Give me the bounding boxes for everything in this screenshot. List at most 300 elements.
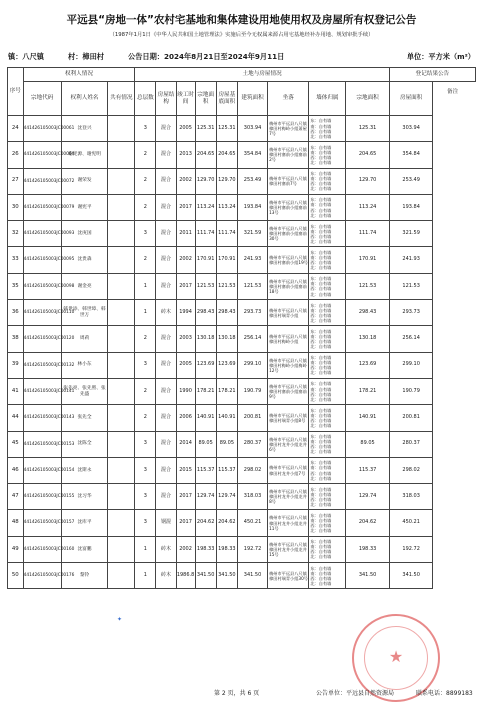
cell-land: 130.18 <box>195 326 216 352</box>
col-result-group: 登记结果公告 <box>389 68 475 82</box>
cell-owner: 周莉 <box>61 326 108 352</box>
table-row <box>8 378 476 404</box>
cell-floors: 3 <box>135 221 156 247</box>
cell-owner: 谢金亮 <box>61 273 108 299</box>
cell-addr: 梅州市平远县八尺镇樟田村梅岭小组梅岭12号 <box>268 352 309 378</box>
cell-share <box>108 116 135 142</box>
cell-code: 441426105003JC00153 <box>23 431 61 457</box>
cell-build: 293.73 <box>237 300 267 326</box>
cell-floors: 2 <box>135 405 156 431</box>
cell-base: 113.24 <box>216 194 237 220</box>
cell-structure: 砖木 <box>156 300 176 326</box>
col-res-build: 房屋面积 <box>389 82 433 116</box>
cell-owner: 张先全 <box>61 405 108 431</box>
cell-seq: 46 <box>8 457 24 483</box>
col-rights-group: 权利人情况 <box>23 68 135 82</box>
cell-rland: 123.69 <box>346 352 390 378</box>
col-share: 共有情况 <box>108 82 135 116</box>
cell-floors: 2 <box>135 326 156 352</box>
cell-land: 129.74 <box>195 484 216 510</box>
col-owner: 权利人姓名 <box>61 82 108 116</box>
cell-seq: 50 <box>8 563 24 589</box>
cell-build: 121.53 <box>237 273 267 299</box>
cell-rbuild: 121.53 <box>389 273 433 299</box>
table-row <box>8 326 476 352</box>
cell-structure: 混合 <box>156 484 176 510</box>
cell-rbuild: 298.02 <box>389 457 433 483</box>
col-base-area: 房屋基底面积 <box>216 82 237 116</box>
cell-year: 2011 <box>176 221 195 247</box>
cell-share <box>108 431 135 457</box>
cell-code: 441426105003JC00157 <box>23 510 61 536</box>
cell-addr: 梅州市平远县八尺镇樟田村龙井小组龙井11号 <box>268 510 309 536</box>
cell-owner: 林小东 <box>61 352 108 378</box>
cell-year: 2002 <box>176 247 195 273</box>
cell-nb: 东：自有墙 南：自有墙 西：自有墙 北：自有墙 <box>309 142 346 168</box>
cell-share <box>108 326 135 352</box>
cell-share <box>108 142 135 168</box>
cell-floors: 3 <box>135 352 156 378</box>
cell-rland: 341.50 <box>346 563 390 589</box>
cell-base: 140.91 <box>216 405 237 431</box>
cell-share <box>108 168 135 194</box>
cell-build: 193.84 <box>237 194 267 220</box>
cell-code: 441426105003JC00095 <box>23 247 61 273</box>
cell-land: 113.24 <box>195 194 216 220</box>
cell-nb: 东：自有墙 南：自有墙 西：自有墙 北：自有墙 <box>309 300 346 326</box>
page-subtitle: （1987年1月1日《中华人民共和国土地管理法》实施后至今无权属来源占用宅基地经补办用地、规划审批手续） <box>109 32 374 38</box>
cell-share <box>108 300 135 326</box>
blue-dot-mark: ✦ <box>117 616 123 623</box>
cell-nb: 东：自有墙 南：自有墙 西：自有墙 北：自有墙 <box>309 273 346 299</box>
cell-build: 299.10 <box>237 352 267 378</box>
cell-floors: 1 <box>135 563 156 589</box>
cell-code: 441426105003JC00093 <box>23 221 61 247</box>
cell-base: 115.37 <box>216 457 237 483</box>
table-body <box>8 116 476 589</box>
cell-year: 1986.8 <box>176 563 195 589</box>
cell-base: 298.43 <box>216 300 237 326</box>
cell-year: 1990 <box>176 378 195 404</box>
cell-seq: 27 <box>8 168 24 194</box>
cell-base: 204.62 <box>216 510 237 536</box>
col-res-land: 宗地面积 <box>346 82 390 116</box>
cell-addr: 梅州市平远县八尺镇樟田村梅岭小组 <box>268 326 309 352</box>
cell-rland: 130.18 <box>346 326 390 352</box>
cell-owner: 沈陈全 <box>61 431 108 457</box>
table-row <box>8 300 476 326</box>
cell-structure: 混合 <box>156 116 176 142</box>
table-row <box>8 221 476 247</box>
cell-floors: 3 <box>135 116 156 142</box>
cell-share <box>108 484 135 510</box>
cell-floors: 3 <box>135 484 156 510</box>
cell-year: 2015 <box>176 457 195 483</box>
cell-structure: 钢混 <box>156 510 176 536</box>
cell-structure: 混合 <box>156 142 176 168</box>
cell-seq: 47 <box>8 484 24 510</box>
cell-code: 441426105003JC00061 <box>23 116 61 142</box>
cell-floors: 1 <box>135 273 156 299</box>
cell-year: 2017 <box>176 510 195 536</box>
cell-nb: 东：自有墙 南：自有墙 西：自有墙 北：自有墙 <box>309 168 346 194</box>
cell-base: 130.18 <box>216 326 237 352</box>
cell-land: 123.69 <box>195 352 216 378</box>
cell-land: 129.70 <box>195 168 216 194</box>
cell-code: 441426105003JC00160 <box>23 536 61 562</box>
cell-nb: 东：自有墙 南：自有墙 西：自有墙 北：自有墙 <box>309 247 346 273</box>
cell-share <box>108 457 135 483</box>
town-label: 镇：八尺镇 <box>8 52 44 61</box>
cell-owner: 沈斯永 <box>61 457 108 483</box>
cell-addr: 梅州市平远县八尺镇樟田村寨前小组寨前18号 <box>268 273 309 299</box>
cell-seq: 39 <box>8 352 24 378</box>
cell-share <box>108 563 135 589</box>
cell-nb: 东：自有墙 南：自有墙 西：自有墙 北：自有墙 <box>309 326 346 352</box>
cell-share <box>108 221 135 247</box>
cell-code: 441426105003JC00176 <box>23 563 61 589</box>
cell-base: 341.50 <box>216 563 237 589</box>
cell-nb: 东：自有墙 南：自有墙 西：自有墙 北：自有墙 <box>309 536 346 562</box>
cell-nb: 东：自有墙 南：自有墙 西：自有墙 北：自有墙 <box>309 194 346 220</box>
cell-base: 89.05 <box>216 431 237 457</box>
cell-addr: 梅州市平远县八尺镇樟田村寨前7号 <box>268 168 309 194</box>
cell-land: 341.50 <box>195 563 216 589</box>
cell-year: 2013 <box>176 142 195 168</box>
cell-rbuild: 190.79 <box>389 378 433 404</box>
cell-nb: 东：自有墙 南：自有墙 西：自有墙 北：自有墙 <box>309 457 346 483</box>
cell-base: 170.91 <box>216 247 237 273</box>
cell-nb: 东：自有墙 南：自有墙 西：自有墙 北：自有墙 <box>309 378 346 404</box>
cell-build: 298.02 <box>237 457 267 483</box>
table-row <box>8 563 476 589</box>
cell-land: 170.91 <box>195 247 216 273</box>
table-row <box>8 352 476 378</box>
cell-structure: 混合 <box>156 168 176 194</box>
cell-floors: 2 <box>135 194 156 220</box>
table-row <box>8 457 476 483</box>
cell-rbuild: 200.81 <box>389 405 433 431</box>
cell-year: 2003 <box>176 326 195 352</box>
cell-seq: 48 <box>8 510 24 536</box>
page-title: 平远县“房地一体”农村宅基地和集体建设用地使用权及房屋所有权登记公告 <box>66 14 417 26</box>
cell-rland: 125.31 <box>346 116 390 142</box>
cell-floors: 1 <box>135 536 156 562</box>
cell-floors: 2 <box>135 168 156 194</box>
col-seq: 序号 <box>8 68 24 116</box>
cell-seq: 36 <box>8 300 24 326</box>
cell-land: 198.33 <box>195 536 216 562</box>
cell-addr: 梅州市平远县八尺镇樟田村寨前小组寨前30号 <box>268 221 309 247</box>
cell-rland: 129.74 <box>346 484 390 510</box>
cell-floors: 2 <box>135 247 156 273</box>
cell-land: 140.91 <box>195 405 216 431</box>
cell-addr: 梅州市平远县八尺镇樟田村龙井小组龙井6号 <box>268 431 309 457</box>
cell-nb: 东：自有墙 南：自有墙 西：自有墙 北：自有墙 <box>309 563 346 589</box>
cell-build: 192.72 <box>237 536 267 562</box>
cell-base: 198.33 <box>216 536 237 562</box>
cell-floors: 3 <box>135 510 156 536</box>
table-row <box>8 247 476 273</box>
cell-code: 441426105003JC00155 <box>23 484 61 510</box>
cell-build: 318.03 <box>237 484 267 510</box>
cell-build: 303.94 <box>237 116 267 142</box>
cell-code: 441426105003JC00154 <box>23 457 61 483</box>
cell-seq: 30 <box>8 194 24 220</box>
cell-structure: 混合 <box>156 221 176 247</box>
cell-addr: 梅州市平远县八尺镇樟田村瑞青小组8号 <box>268 405 309 431</box>
village-label: 村：樟田村 <box>68 52 104 61</box>
cell-seq: 44 <box>8 405 24 431</box>
cell-share <box>108 352 135 378</box>
cell-addr: 梅州市平远县八尺镇樟田村瑞青小组 <box>268 300 309 326</box>
table-row <box>8 194 476 220</box>
cell-rbuild: 193.84 <box>389 194 433 220</box>
cell-code: 441426105003JC00098 <box>23 273 61 299</box>
cell-land: 115.37 <box>195 457 216 483</box>
table-row <box>8 273 476 299</box>
cell-base: 121.53 <box>216 273 237 299</box>
cell-rland: 89.05 <box>346 431 390 457</box>
cell-rbuild: 241.93 <box>389 247 433 273</box>
cell-code: 441426105003JC00064 <box>23 142 61 168</box>
cell-addr: 梅州市平远县八尺镇樟田村寨前小组寨前9号 <box>268 378 309 404</box>
cell-nb: 东：自有墙 南：自有墙 西：自有墙 北：自有墙 <box>309 484 346 510</box>
cell-seq: 38 <box>8 326 24 352</box>
cell-share <box>108 510 135 536</box>
cell-year: 2017 <box>176 273 195 299</box>
cell-rland: 115.37 <box>346 457 390 483</box>
cell-rland: 170.91 <box>346 247 390 273</box>
col-land-area: 宗地面积 <box>195 82 216 116</box>
cell-rland: 204.62 <box>346 510 390 536</box>
col-build-area: 建筑面积 <box>237 82 267 116</box>
cell-year: 2017 <box>176 194 195 220</box>
cell-code: 441426105003JC00141 <box>23 378 61 404</box>
cell-addr: 梅州市平远县八尺镇樟田村龙井小组龙井15号 <box>268 536 309 562</box>
cell-floors: 2 <box>135 378 156 404</box>
cell-code: 441426105003JC00143 <box>23 405 61 431</box>
cell-addr: 梅州市平远县八尺镇樟田村龙井小组龙井8号 <box>268 484 309 510</box>
col-remark: 备注 <box>447 89 459 95</box>
cell-nb: 东：自有墙 南：自有墙 西：自有墙 北：自有墙 <box>309 405 346 431</box>
cell-owner: 沈登兴 <box>61 116 108 142</box>
cell-owner: 沈习华 <box>61 484 108 510</box>
cell-year: 1994 <box>176 300 195 326</box>
cell-build: 341.50 <box>237 563 267 589</box>
cell-build: 200.81 <box>237 405 267 431</box>
cell-structure: 混合 <box>156 378 176 404</box>
col-location: 坐落 <box>268 82 309 116</box>
cell-year: 2005 <box>176 352 195 378</box>
official-seal: ★ <box>352 614 440 702</box>
page-number: 第 2 页，共 6 页 <box>214 690 260 697</box>
cell-year: 2014 <box>176 431 195 457</box>
cell-rbuild: 303.94 <box>389 116 433 142</box>
notice-period: 公告日期：2024年8月21日至2024年9月11日 <box>128 52 285 61</box>
cell-owner: 黎铃 <box>61 563 108 589</box>
cell-rland: 298.43 <box>346 300 390 326</box>
cell-seq: 24 <box>8 116 24 142</box>
cell-addr: 梅州市平远县八尺镇樟田村瑞青小组30号 <box>268 563 309 589</box>
registration-table <box>7 67 476 589</box>
cell-addr: 梅州市平远县八尺镇樟田村龙井小组7号 <box>268 457 309 483</box>
cell-rbuild: 299.10 <box>389 352 433 378</box>
table-row <box>8 510 476 536</box>
cell-build: 321.59 <box>237 221 267 247</box>
cell-owner: 韩世添、韩世璋、韩世万 <box>61 300 108 326</box>
cell-rbuild: 256.14 <box>389 326 433 352</box>
cell-share <box>108 247 135 273</box>
cell-rland: 111.74 <box>346 221 390 247</box>
cell-structure: 混合 <box>156 326 176 352</box>
cell-build: 241.93 <box>237 247 267 273</box>
cell-land: 298.43 <box>195 300 216 326</box>
cell-base: 204.65 <box>216 142 237 168</box>
cell-rland: 121.53 <box>346 273 390 299</box>
contact-phone: 联系电话：8899183 <box>416 690 473 697</box>
cell-seq: 32 <box>8 221 24 247</box>
cell-owner: 张先亮、张先照、张先盛 <box>61 378 108 404</box>
cell-year: 2002 <box>176 168 195 194</box>
cell-nb: 东：自有墙 南：自有墙 西：自有墙 北：自有墙 <box>309 221 346 247</box>
cell-structure: 混合 <box>156 194 176 220</box>
table-row <box>8 405 476 431</box>
cell-owner: 沈富鹏 <box>61 536 108 562</box>
table-row <box>8 431 476 457</box>
table-row <box>8 536 476 562</box>
cell-build: 190.79 <box>237 378 267 404</box>
cell-seq: 41 <box>8 378 24 404</box>
cell-structure: 砖木 <box>156 536 176 562</box>
cell-owner: 沈庚国 <box>61 221 108 247</box>
cell-nb: 东：自有墙 南：自有墙 西：自有墙 北：自有墙 <box>309 116 346 142</box>
cell-build: 253.49 <box>237 168 267 194</box>
cell-seq: 26 <box>8 142 24 168</box>
cell-owner: 谢荣发 <box>61 168 108 194</box>
cell-structure: 混合 <box>156 273 176 299</box>
cell-code: 441426105003JC00072 <box>23 168 61 194</box>
cell-seq: 49 <box>8 536 24 562</box>
cell-addr: 梅州市平远县八尺镇樟田村寨前小组寨前13号 <box>268 194 309 220</box>
col-boundary: 墙体归属 <box>309 82 346 116</box>
cell-code: 441426105003JC00079 <box>23 194 61 220</box>
cell-rbuild: 354.84 <box>389 142 433 168</box>
col-parcel: 宗地代码 <box>23 82 61 116</box>
col-structure: 房屋结构 <box>156 82 176 116</box>
cell-rbuild: 253.49 <box>389 168 433 194</box>
cell-owner: 沈库平 <box>61 510 108 536</box>
cell-base: 125.31 <box>216 116 237 142</box>
cell-floors: 3 <box>135 431 156 457</box>
cell-land: 178.21 <box>195 378 216 404</box>
cell-build: 450.21 <box>237 510 267 536</box>
cell-share <box>108 536 135 562</box>
cell-seq: 45 <box>8 431 24 457</box>
cell-land: 125.31 <box>195 116 216 142</box>
cell-seq: 33 <box>8 247 24 273</box>
cell-land: 204.62 <box>195 510 216 536</box>
cell-share <box>108 378 135 404</box>
cell-addr: 梅州市平远县八尺镇樟田村梅岭小组萧屋7号 <box>268 116 309 142</box>
cell-rbuild: 318.03 <box>389 484 433 510</box>
cell-floors: 2 <box>135 142 156 168</box>
cell-share <box>108 194 135 220</box>
cell-code: 441426105003JC00110 <box>23 300 61 326</box>
cell-build: 256.14 <box>237 326 267 352</box>
cell-structure: 混合 <box>156 431 176 457</box>
cell-year: 2006 <box>176 405 195 431</box>
unit-label: 单位：平方米（m²） <box>406 52 475 61</box>
cell-addr: 梅州市平远县八尺镇樟田村寨前小组寨前2号 <box>268 142 309 168</box>
cell-floors: 1 <box>135 300 156 326</box>
cell-rbuild: 341.50 <box>389 563 433 589</box>
cell-structure: 混合 <box>156 405 176 431</box>
cell-share <box>108 273 135 299</box>
cell-floors: 3 <box>135 457 156 483</box>
cell-nb: 东：自有墙 南：自有墙 西：自有墙 北：自有墙 <box>309 431 346 457</box>
col-year: 竣工时间 <box>176 82 195 116</box>
cell-owner: 谢宪平 <box>61 194 108 220</box>
cell-code: 441426105003JC00120 <box>23 326 61 352</box>
cell-rbuild: 192.72 <box>389 536 433 562</box>
cell-structure: 砖木 <box>156 563 176 589</box>
cell-structure: 混合 <box>156 352 176 378</box>
cell-base: 129.70 <box>216 168 237 194</box>
col-floors: 总层数 <box>135 82 156 116</box>
cell-base: 123.69 <box>216 352 237 378</box>
cell-owner: 沈贵森 <box>61 247 108 273</box>
cell-base: 129.74 <box>216 484 237 510</box>
cell-year: 2005 <box>176 116 195 142</box>
cell-structure: 混合 <box>156 247 176 273</box>
cell-seq: 35 <box>8 273 24 299</box>
table-row <box>8 168 476 194</box>
cell-owner: 谢宪源、谢宪明 <box>61 142 108 168</box>
cell-land: 111.74 <box>195 221 216 247</box>
cell-build: 280.37 <box>237 431 267 457</box>
table-row <box>8 142 476 168</box>
issuer: 公告单位：平远县自然资源局 <box>316 690 395 697</box>
cell-rland: 140.91 <box>346 405 390 431</box>
cell-base: 111.74 <box>216 221 237 247</box>
cell-rbuild: 280.37 <box>389 431 433 457</box>
table-row <box>8 484 476 510</box>
cell-addr: 梅州市平远县八尺镇樟田村寨前小组19号 <box>268 247 309 273</box>
table-row <box>8 116 476 142</box>
cell-rland: 204.65 <box>346 142 390 168</box>
cell-land: 89.05 <box>195 431 216 457</box>
cell-year: 2002 <box>176 536 195 562</box>
cell-structure: 混合 <box>156 457 176 483</box>
cell-rbuild: 321.59 <box>389 221 433 247</box>
cell-year: 2017 <box>176 484 195 510</box>
cell-land: 121.53 <box>195 273 216 299</box>
cell-land: 204.65 <box>195 142 216 168</box>
cell-nb: 东：自有墙 南：自有墙 西：自有墙 北：自有墙 <box>309 352 346 378</box>
cell-rland: 113.24 <box>346 194 390 220</box>
cell-share <box>108 405 135 431</box>
cell-rbuild: 450.21 <box>389 510 433 536</box>
cell-base: 178.21 <box>216 378 237 404</box>
cell-rland: 198.33 <box>346 536 390 562</box>
col-land-group: 土地与房屋情况 <box>135 68 390 82</box>
cell-code: 441426105003JC00132 <box>23 352 61 378</box>
cell-rland: 129.70 <box>346 168 390 194</box>
cell-rbuild: 293.73 <box>389 300 433 326</box>
cell-nb: 东：自有墙 南：自有墙 西：自有墙 北：自有墙 <box>309 510 346 536</box>
cell-rland: 178.21 <box>346 378 390 404</box>
